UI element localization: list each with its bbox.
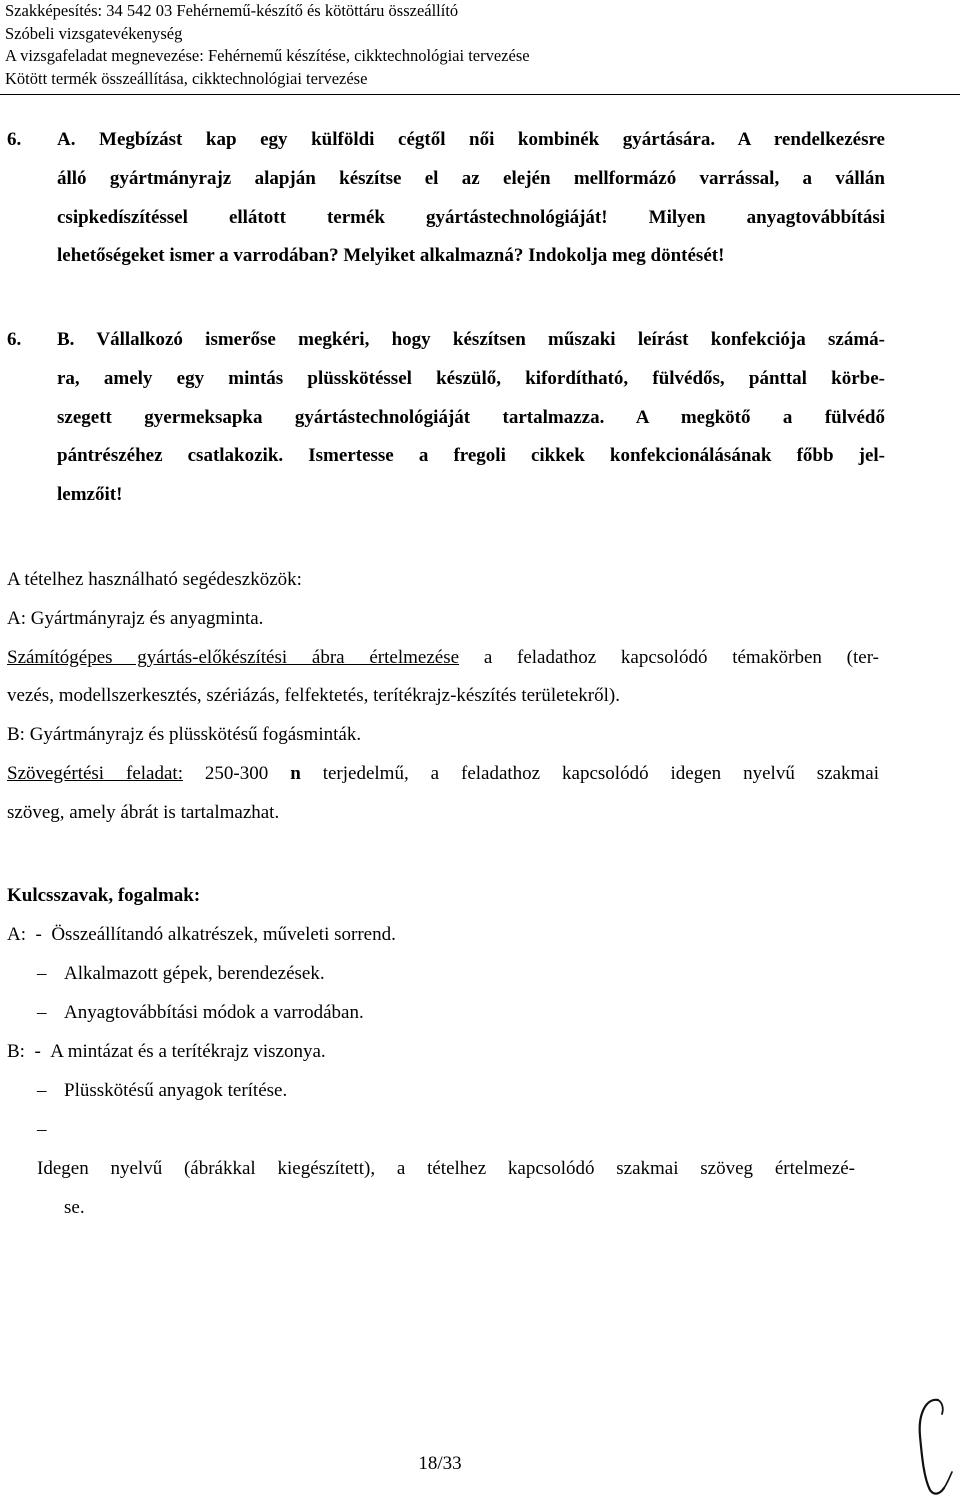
header-task-subtitle: Kötött termék összeállítása, cikktechnológiai tervezése xyxy=(5,68,368,88)
keywords-b-first xyxy=(7,1032,879,1071)
dash-bullet: – xyxy=(37,1080,47,1101)
tools-computer-label: Számítógépes gyártás-előkészítési ábra értelmezése xyxy=(7,646,460,668)
tools-reading-label: Szövegértési feladat: xyxy=(7,762,183,784)
keywords-a-first xyxy=(7,915,879,954)
tools-reading-line-2: szöveg, amely ábrát is tartalmazhat. xyxy=(7,801,280,823)
task-line: B. Vállalkozó ismerőse megkéri, hogy készítsen műszaki leírást konfekciója számá- xyxy=(57,329,885,350)
tools-b-line xyxy=(7,716,879,755)
keyword-item: Plüsskötésű anyagok terítése. xyxy=(64,1080,288,1101)
tools-computer-line-2: vezés, modellszerkesztés, szériázás, felfektetés, terítékrajz-készítés területekről). xyxy=(7,685,620,707)
dash-bullet: – xyxy=(37,1002,47,1023)
handwritten-signature xyxy=(908,1392,956,1498)
keyword-row xyxy=(7,993,879,1032)
task-line: csipkedíszítéssel ellátott termék gyártástechnológiáját! Milyen anyagtovábbítási xyxy=(57,206,885,228)
task-line: lemzőit! xyxy=(57,484,123,506)
tools-reading-bold: n xyxy=(290,762,301,784)
task-line: szegett gyermeksapka gyártástechnológiáját tartalmazza. A megkötő a fülvédő xyxy=(57,406,885,428)
task-line: ra, amely egy mintás plüsskötéssel készülő, kifordítható, fülvédős, pánttal körbe- xyxy=(57,367,885,389)
keywords-b-label: B: xyxy=(7,1041,25,1062)
keyword-row xyxy=(7,954,879,993)
tools-a-label: A: xyxy=(7,607,26,629)
keywords-heading: Kulcsszavak, fogalmak: xyxy=(7,885,201,906)
header-exam-activity: Szóbeli vizsgatevékenység xyxy=(5,23,183,43)
task-line: lehetőségeket ismer a varrodában? Melyiket alkalmazná? Indokolja meg döntését! xyxy=(57,245,725,267)
task-line: álló gyártmányrajz alapján készítse el az elején mellformázó varrással, a vállán xyxy=(57,167,885,189)
tools-a-text: Gyártmányrajz és anyagminta. xyxy=(30,607,264,629)
dash-bullet: – xyxy=(37,1119,47,1140)
task-6b xyxy=(7,321,885,515)
task-line: A. Megbízást kap egy külföldi cégtől női kombinék gyártására. A rendelkezésre xyxy=(57,129,885,150)
keyword-item: Alkalmazott gépek, berendezések. xyxy=(64,963,325,984)
keyword-row-continuation xyxy=(7,1188,879,1227)
tools-a-line xyxy=(7,600,879,639)
keyword-item: Összeállítandó alkatrészek, műveleti sorrend. xyxy=(51,924,396,945)
keyword-row xyxy=(7,1071,879,1110)
header-divider xyxy=(0,94,960,95)
keywords-hyphen: - xyxy=(35,924,42,945)
task-line: pántrészéhez csatlakozik. Ismertesse a fregoli cikkek konfekcionálásának főbb jel- xyxy=(57,445,885,467)
keywords-hyphen: - xyxy=(34,1041,41,1062)
keywords-a-label: A: xyxy=(7,924,26,945)
header-task-name: A vizsgafeladat megnevezése: Fehérnemű készítése, cikktechnológiai tervezése xyxy=(5,46,530,65)
keyword-item: se. xyxy=(64,1197,85,1218)
keywords-section xyxy=(7,876,879,1227)
tools-b-text: Gyártmányrajz és plüsskötésű fogásminták. xyxy=(29,724,362,746)
keyword-item: A mintázat és a terítékrajz viszonya. xyxy=(50,1041,326,1062)
tools-reading-post: terjedelmű, a feladathoz kapcsolódó idegen nyelvű szakmai xyxy=(322,762,879,784)
tools-b-label: B: xyxy=(7,724,25,746)
tools-heading: A tételhez használható segédeszközök: xyxy=(7,569,302,590)
keyword-item: Anyagtovábbítási módok a varrodában. xyxy=(64,1002,364,1023)
tools-computer-text: a feladathoz kapcsolódó témakörben (ter- xyxy=(483,646,879,668)
keyword-item: Idegen nyelvű (ábrákkal kiegészített), a tételhez kapcsolódó szakmai szöveg értelmezé- xyxy=(37,1158,855,1179)
page-number: 18/33 xyxy=(418,1453,462,1474)
tools-reading-line xyxy=(7,755,879,794)
tools-computer-line xyxy=(7,639,879,678)
dash-bullet: – xyxy=(37,963,47,984)
task-number: 6. xyxy=(7,329,22,350)
header-qualification: Szakképesítés: 34 542 03 Fehérnemű-készítő és kötöttáru összeállító xyxy=(5,1,459,20)
page-header xyxy=(5,0,945,90)
tools-section xyxy=(7,561,879,833)
tools-reading-pre: 250-300 xyxy=(204,762,269,784)
task-number: 6. xyxy=(7,129,22,150)
keyword-row xyxy=(7,1110,879,1188)
task-6a xyxy=(7,121,885,276)
